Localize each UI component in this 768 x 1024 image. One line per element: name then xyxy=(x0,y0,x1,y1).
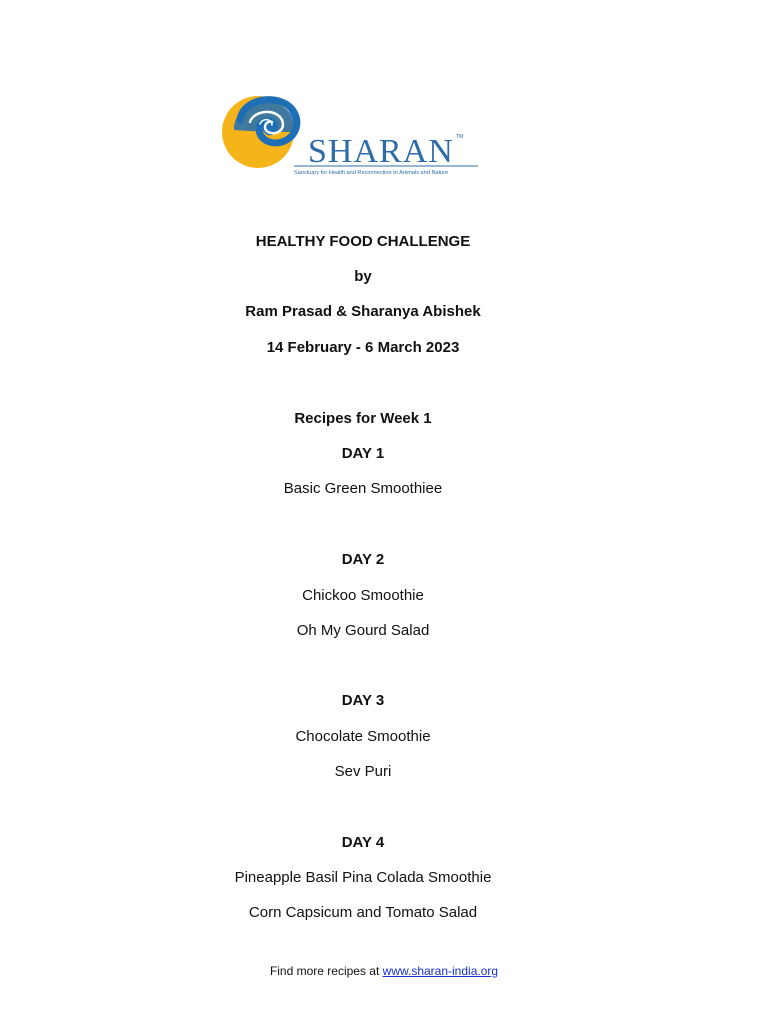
recipe-item: Chocolate Smoothie xyxy=(295,728,431,745)
day-label: DAY 4 xyxy=(341,834,385,851)
recipe-item: Oh My Gourd Salad xyxy=(296,622,430,639)
week-heading: Recipes for Week 1 xyxy=(294,410,432,427)
footer-text: Find more recipes at xyxy=(269,964,383,978)
document-title: HEALTHY FOOD CHALLENGE xyxy=(255,233,471,250)
recipe-item: Basic Green Smoothiee xyxy=(283,480,443,497)
trademark-mark: TM xyxy=(456,134,464,140)
recipe-item: Pineapple Basil Pina Colada Smoothie xyxy=(234,869,492,886)
footer-note xyxy=(0,962,768,980)
recipe-item: Sev Puri xyxy=(334,763,392,780)
by-label: by xyxy=(354,268,372,285)
website-link[interactable]: www.sharan-india.org xyxy=(382,964,499,978)
challenge-dates: 14 February - 6 March 2023 xyxy=(266,339,460,356)
day-label: DAY 1 xyxy=(341,445,385,462)
day-label: DAY 2 xyxy=(341,551,385,568)
sharan-logo xyxy=(220,92,490,182)
day-label: DAY 3 xyxy=(341,692,385,709)
brand-tagline: Sanctuary for Health and Reconnection to Animals and Nature xyxy=(294,170,449,176)
recipe-item: Corn Capsicum and Tomato Salad xyxy=(248,904,478,921)
recipe-item: Chickoo Smoothie xyxy=(302,587,424,604)
authors: Ram Prasad & Sharanya Abishek xyxy=(245,303,481,320)
brand-name: SHARAN xyxy=(308,133,454,170)
